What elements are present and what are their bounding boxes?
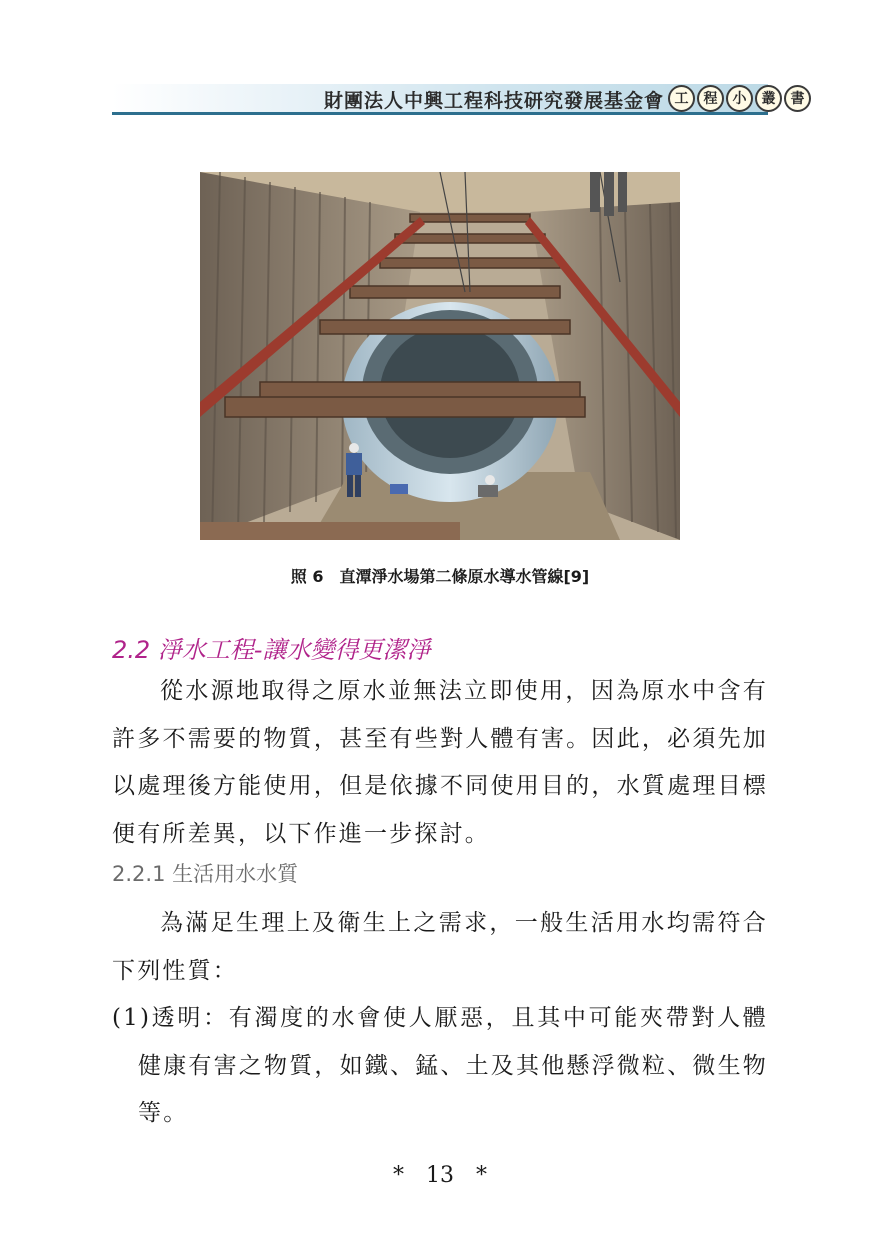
series-badge [668,84,811,112]
series-char: 叢 [755,85,782,112]
subsection-title: 2.2.1 生活用水水質 [112,862,299,886]
pipeline-photo [200,172,680,540]
series-char: 工 [668,85,695,112]
series-char: 程 [697,85,724,112]
header-organization: 財團法人中興工程科技研究發展基金會 [323,90,664,112]
series-char: 小 [726,85,753,112]
list-item: (1)透明：有濁度的水會使人厭惡，且其中可能夾帶對人體健康有害之物質，如鐵、錳、土及其他懸浮微粒、微生物等。 [112,1005,768,1126]
figure-caption: 照 6 直潭淨水場第二條原水導水管線[9] [290,567,590,586]
page-number: * 13 * [393,1163,487,1188]
section-paragraph: 從水源地取得之原水並無法立即使用，因為原水中含有許多不需要的物質，甚至有些對人體有害。因此，必須先加以處理後方能使用，但是依據不同使用目的，水質處理目標便有所差異，以下作進一步探討。 [112,678,768,847]
subsection-paragraph: 為滿足生理上及衛生上之需求，一般生活用水均需符合下列性質： [112,910,768,984]
section-title: 2.2 淨水工程-讓水變得更潔淨 [112,636,431,664]
series-char: 書 [784,85,811,112]
